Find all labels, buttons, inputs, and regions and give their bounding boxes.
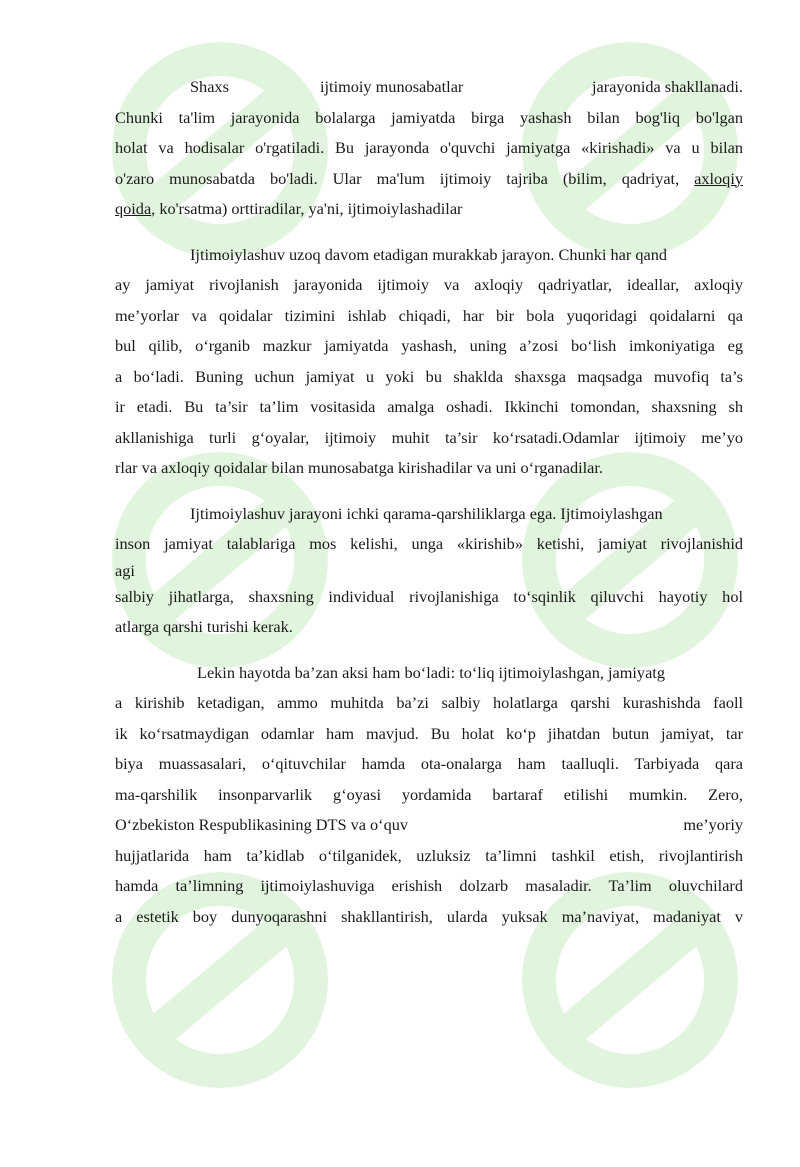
text-line [115,612,743,643]
text-line [115,301,743,332]
text-line [115,423,743,454]
text-line [115,780,743,811]
text-segment: akllanishiga turli g‘oyalar, ijtimoiy muhit ta’sir ko‘rsatadi.Odamlar ijtimoiy me’yo [115,427,743,447]
text-line [115,841,743,872]
text-line [115,688,743,719]
text-line [115,499,743,530]
text-segment: O‘zbekiston Respublikasining DTS va o‘quv [115,815,409,834]
text-segment: jarayonida shakllanadi. [592,77,743,96]
text-line [115,103,743,134]
text-line [115,194,743,225]
text-line [115,392,743,423]
text-segment: bul qilib, o‘rganib mazkur jamiyatda yashash, uning a’zosi bo‘lish imkoniyatiga eg [115,336,743,355]
text-segment: a estetik boy dunyoqarashni shakllantirish, ularda yuksak ma’naviyat, madaniyat v [115,906,743,926]
text-segment: Ijtimoiylashuv uzoq davom etadigan murakkab jarayon. Chunki har qand [190,244,668,264]
text-segment: ir etadi. Bu ta’sir ta’lim vositasida amalga oshadi. Ikkinchi tomondan, shaxsning sh [115,397,743,416]
text-segment: a bo‘ladi. Buning uchun jamiyat u yoki bu shaklda shaxsga maqsadga muvofiq ta’s [115,366,743,386]
paragraph [115,499,743,643]
paragraph [115,240,743,484]
text-line [115,658,743,689]
text-segment: inson jamiyat talablariga mos kelishi, unga «kirishib» ketishi, jamiyat rivojlanishid [115,534,743,553]
text-line [115,582,743,613]
text-line [115,240,743,271]
text-segment: , ko'rsatma) orttiradilar, ya'ni, ijtimoiylashadilar [151,199,463,218]
text-line [115,719,743,750]
text-line [115,560,743,582]
text-segment: salbiy jihatlarga, shaxsning individual rivojlanishiga to‘sqinlik qiluvchi hayotiy hol [115,586,743,606]
text-line [115,871,743,902]
text-line [115,164,743,195]
text-line [115,902,743,933]
text-segment: Chunki ta'lim jarayonida bolalarga jamiyatda birga yashash bilan bog'liq bo'lgan [115,107,743,127]
text-line [115,270,743,301]
text-segment: me’yoriy [683,815,743,834]
text-segment: Ijtimoiylashuv jarayoni ichki qarama-qarshiliklarga ega. Ijtimoiylashgan [190,503,663,523]
text-segment: atlarga qarshi turishi kerak. [115,617,293,636]
text-line [115,810,743,841]
text-line [115,331,743,362]
text-line [115,749,743,780]
text-segment: o'zaro munosabatda bo'ladi. Ular ma'lum ijtimoiy tajriba (bilim, qadriyat, [115,168,695,188]
text-segment: ijtimoiy munosabatlar [320,77,464,96]
text-line [115,529,743,560]
paragraph [115,658,743,933]
text-segment: Lekin hayotda ba’zan aksi ham bo‘ladi: to‘liq ijtimoiylashgan, jamiyatg [197,662,665,682]
document-page [115,72,743,932]
text-segment: hamda ta’limning ijtimoiylashuviga erishish dolzarb masaladir. Ta’lim oluvchilard [115,876,743,895]
paragraph [115,72,743,225]
text-segment: a kirishib ketadigan, ammo muhitda ba’zi salbiy holatlarga qarshi kurashishda faoll [115,693,743,712]
text-line [115,453,743,484]
text-segment: biya muassasalari, o‘qituvchilar hamda ota-onalarga ham taalluqli. Tarbiyada qara [115,754,743,773]
text-segment: me’yorlar va qoidalar tizimini ishlab chiqadi, har bir bola yuqoridagi qoidalarni qa [115,305,743,325]
underlined-link[interactable]: axloqiy [694,168,743,188]
text-line [115,72,743,103]
underlined-link[interactable]: qoida [115,199,152,218]
text-line [115,133,743,164]
text-segment: ay jamiyat rivojlanish jarayonida ijtimoiy va axloqiy qadriyatlar, ideallar, axloqiy [115,275,743,294]
text-segment: rlar va axloqiy qoidalar bilan munosabatga kirishadilar va uni o‘rganadilar. [115,458,603,477]
text-segment: holat va hodisalar o'rgatiladi. Bu jarayonda o'quvchi jamiyatga «kirishadi» va u bilan [115,138,743,157]
text-segment: Shaxs [190,77,229,96]
text-segment: ik ko‘rsatmaydigan odamlar ham mavjud. Bu holat ko‘p jihatdan butun jamiyat, tar [115,723,743,743]
text-segment: agi [115,560,135,580]
text-line [115,362,743,393]
text-segment: hujjatlarida ham ta’kidlab o‘tilganidek, uzluksiz ta’limni tashkil etish, rivojlantirish [115,845,743,865]
text-segment: ma-qarshilik insonparvarlik g‘oyasi yordamida bartaraf etilishi mumkin. Zero, [115,784,743,804]
